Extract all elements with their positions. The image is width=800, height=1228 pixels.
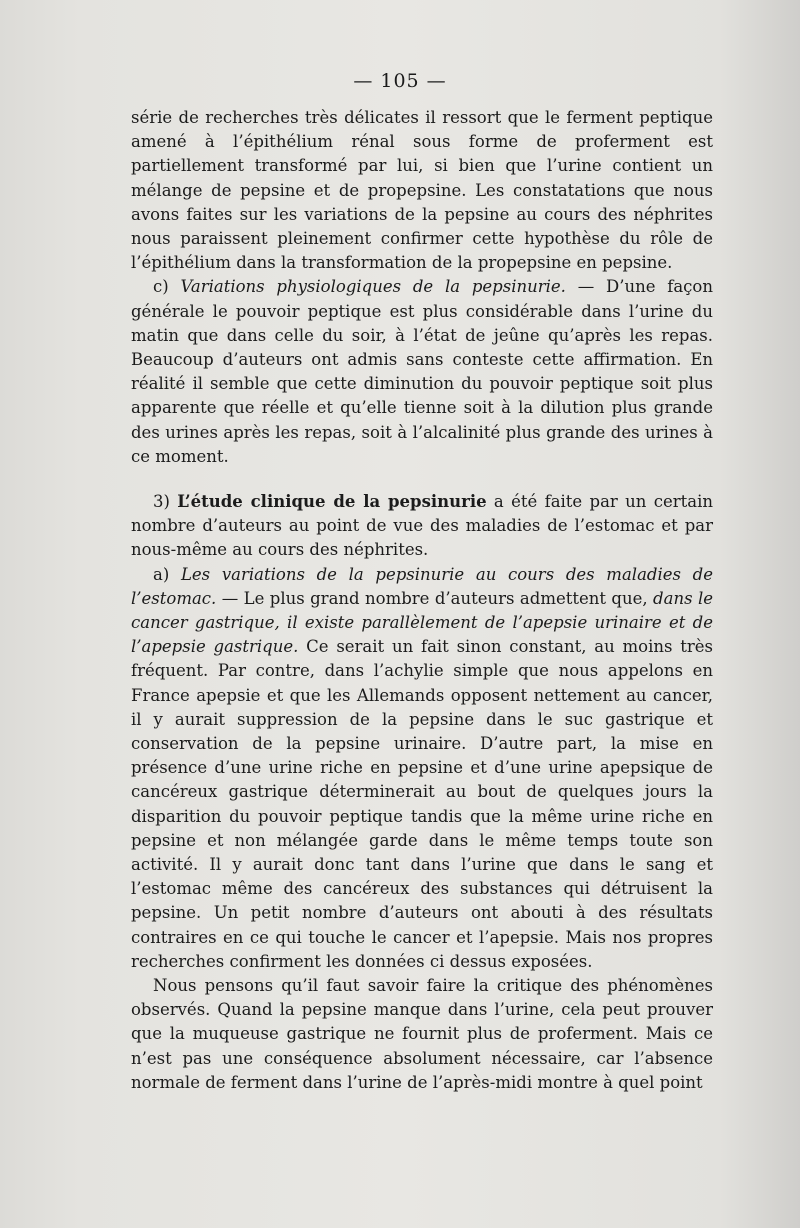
paragraph-critique: Nous pensons qu’il faut savoir faire la critique des phénomènes observés. Quand la pepsine manque dans l’urine, cela peut prouver que la muqueuse gastrique ne fournit plus de proferment. Mais ce n’est pas une conséquence absolument nécessaire, car l’absence normale de ferment dans l’urine de l’après-midi montre à quel point <box>131 976 713 1092</box>
paragraph-stomach-diseases <box>131 563 713 974</box>
paragraph-text: Ce serait un fait sinon constant, au moins très fréquent. Par contre, dans l’achylie simple que nous appelons en France apepsie et que les Allemands opposent nettement au cancer, il y aurait suppression de la pepsine dans le suc gastrique et conservation de la pepsine urinaire. D’autre part, la mise en présence d’une urine riche en pepsine et d’une urine apepsique de cancéreux gastrique déterminerait au bout de quelques jours la disparition du pouvoir peptique tandis que la même urine riche en pepsine et non mélangée garde dans le même temps toute son activité. Il y aurait donc tant dans l’urine que dans le sang et l’estomac même des cancéreux des substances qui détruisent la pepsine. Un petit nombre d’auteurs ont abouti à des résultats contraires en ce qui touche le cancer et l’apepsie. Mais nos propres recherches confirment les données ci dessus exposées. <box>131 637 713 971</box>
section-marker-a: a) <box>153 564 181 584</box>
paragraph-text: — Le plus grand nombre d’auteurs admettent que, <box>216 588 654 608</box>
paragraph-text: — D’une façon générale le pouvoir peptique est plus considérable dans l’urine du matin que dans celle du soir, à l’état de jeûne qu’après les repas. Beaucoup d’auteurs ont admis sans conteste cette affirmation. En réalité il semble que cette diminution du pouvoir peptique soit plus apparente que réelle et qu’elle tienne soit à la dilution plus grande des urines après les repas, soit à l’alcalinité plus grande des urines à ce moment. <box>131 277 713 466</box>
section-marker-c: c) <box>153 277 181 297</box>
paragraph-clinical-study <box>131 490 713 563</box>
paragraph-continuation: série de recherches très délicates il ressort que le ferment peptique amené à l’épithélium rénal sous forme de proferment est partiellement transformé par lui, si bien que l’urine contient un mélange de pepsine et de propepsine. Les constatations que nous avons faites sur les variations de la pepsine au cours des néphrites nous paraissent pleinement confirmer cette hypothèse du rôle de l’épithélium dans la transformation de la propepsine en pepsine. <box>131 108 713 273</box>
paragraph-text: a été faite par un certain nombre d’auteurs au point de vue des maladies de l’estomac et par nous-même au cours des néphrites. <box>131 492 713 560</box>
text-block-lower <box>131 490 713 1095</box>
italic-statement: dans le cancer gastrique, il existe parallèlement de l’apepsie urinaire et de l’apepsie gastrique. <box>131 588 713 657</box>
section-title-stomach-diseases: Les variations de la pepsinurie au cours des maladies de l’estomac. <box>131 564 713 608</box>
section-marker-3: 3) <box>153 492 178 511</box>
section-title-physiological-variations: Variations physiologiques de la pepsinurie. <box>180 277 566 297</box>
section-title-clinical-study: L’étude clinique de la pepsinurie <box>177 492 487 511</box>
paragraph-physiological-variations <box>131 275 713 469</box>
text-block-upper <box>131 106 713 469</box>
page-number: — 105 — <box>353 70 447 92</box>
